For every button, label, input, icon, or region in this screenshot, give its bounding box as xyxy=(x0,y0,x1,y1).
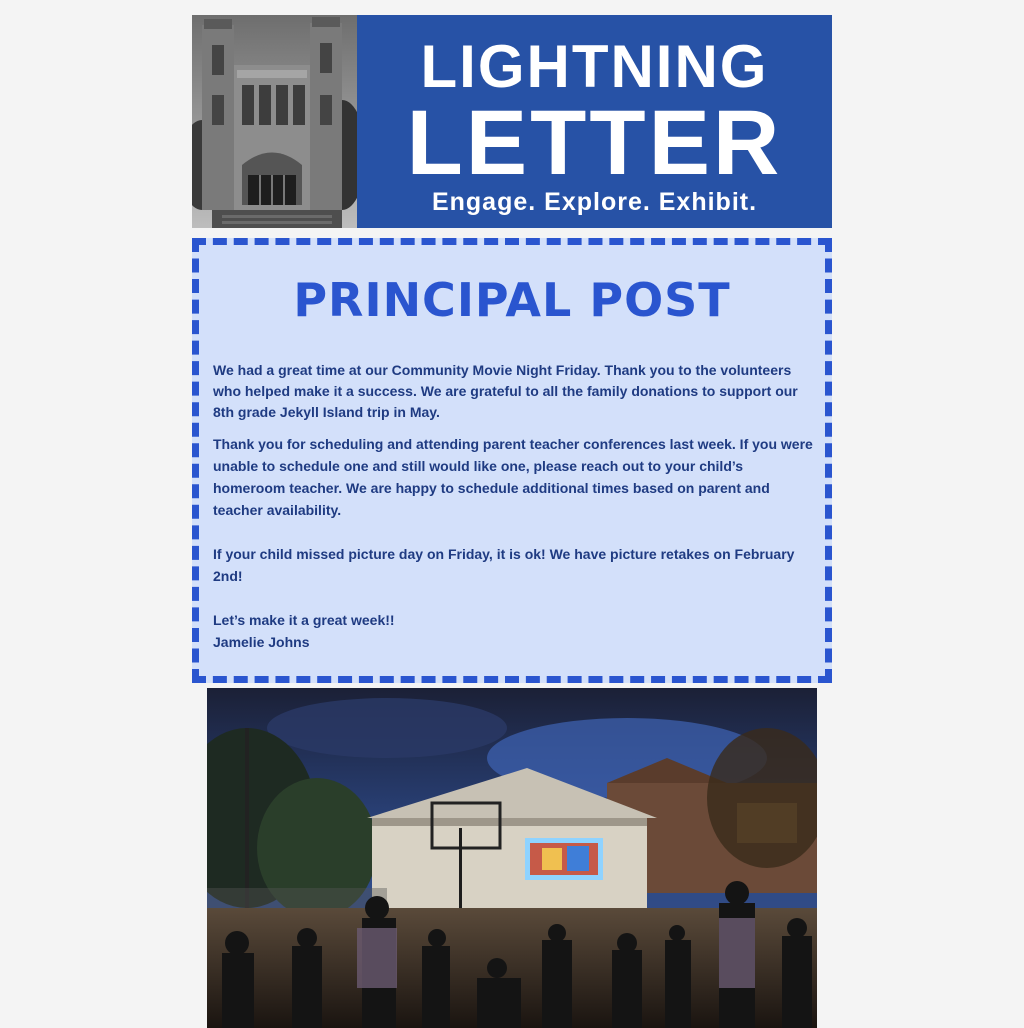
newsletter-banner xyxy=(192,15,832,228)
banner-title-line2: LETTER xyxy=(406,92,783,194)
post-signature: Jamelie Johns xyxy=(213,634,310,650)
principal-post-box xyxy=(192,238,832,683)
post-closing: Let’s make it a great week!! xyxy=(213,612,395,628)
post-paragraph: We had a great time at our Community Movie Night Friday. Thank you to the volunteers who helped make it a success. We are grateful to all the family donations to support our 8th grade Jekyll Island trip in May. xyxy=(213,362,798,420)
movie-night-photo xyxy=(207,688,817,1028)
principal-post-title: PRINCIPAL POST xyxy=(293,273,731,327)
newsletter xyxy=(192,15,832,650)
principal-post-body xyxy=(213,360,817,653)
post-paragraph: If your child missed picture day on Friday, it is ok! We have picture retakes on February 2nd! xyxy=(213,546,795,584)
post-paragraph: Thank you for scheduling and attending parent teacher conferences last week. If you were unable to schedule one and still would like one, please reach out to your child’s homeroom teacher. We are happy to schedule additional times based on parent and teacher availability. xyxy=(213,436,813,518)
school-building-photo xyxy=(192,15,357,228)
banner-title-area xyxy=(357,15,832,228)
banner-tagline: Engage. Explore. Exhibit. xyxy=(431,188,758,216)
banner-title-line1: LIGHTNING xyxy=(420,33,769,100)
